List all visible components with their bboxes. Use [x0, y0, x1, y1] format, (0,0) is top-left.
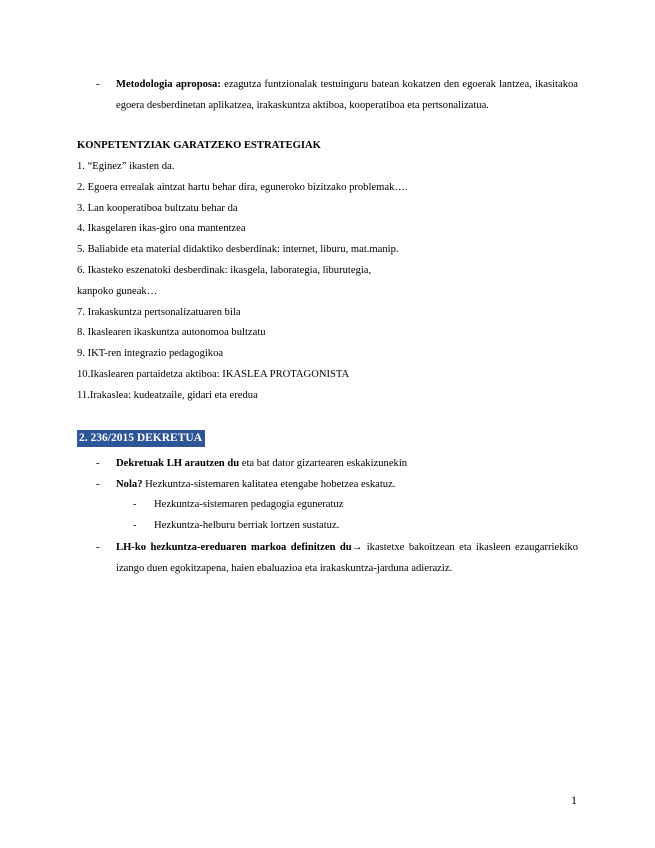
- strategy-item: 10.Ikaslearen partaidetza aktiboa: IKASLEA PROTAGONISTA: [77, 369, 350, 380]
- bullet-text: eta bat dator gizartearen eskakizunekin: [239, 458, 408, 469]
- strategy-item: 11.Irakaslea: kudeatzaile, gidari eta eredua: [77, 390, 258, 401]
- bullet-dash: -: [96, 479, 100, 490]
- sub-bullet: [133, 515, 573, 536]
- bullet-body: [116, 474, 578, 495]
- bullet-text: ezagutza funtzionalak testuinguru batean kokatzen den egoerak lantzea, ikasitakoa egoera desberdinetan aplikatzea, irakaskuntza aktiboa, kooperatiboa eta pertsonalizatua.: [116, 79, 578, 111]
- how-bullet: [96, 474, 578, 495]
- bullet-dash: -: [96, 542, 100, 553]
- bullet-body: [116, 453, 578, 474]
- strategy-item: 9. IKT-ren integrazio pedagogikoa: [77, 348, 224, 359]
- bullet-dash: -: [133, 499, 137, 510]
- bullet-dash: -: [96, 458, 100, 469]
- strategy-item: 2. Egoera errealak aintzat hartu behar dira, eguneroko bizitzako problemak….: [77, 182, 408, 193]
- bullet-text: → ikastetxe bakoitzean eta ikasleen ezaugarriekiko izango duen egokitzapena, haien ebaluazioa eta irakaskuntza-jarduna adieraziz.: [116, 542, 578, 574]
- decree-bullet: [96, 453, 578, 474]
- page-number: 1: [571, 793, 577, 807]
- framework-bullet: [96, 537, 578, 579]
- bullet-dash: -: [96, 79, 100, 90]
- bullet-label: Metodologia aproposa:: [116, 79, 221, 90]
- bullet-body: [116, 74, 578, 116]
- bullet-text: Hezkuntza-sistemaren kalitatea etengabe hobetzea eskatuz.: [142, 479, 396, 490]
- strategy-item: 7. Irakaskuntza pertsonalizatuaren bila: [77, 307, 241, 318]
- bullet-label: Nola?: [116, 479, 143, 490]
- strategy-item: 1. “Eginez” ikasten da.: [77, 161, 175, 172]
- strategy-item: 6. Ikasteko eszenatoki desberdinak: ikasgela, laborategia, liburutegia,: [77, 265, 372, 276]
- strategies-heading: KONPETENTZIAK GARATZEKO ESTRATEGIAK: [77, 140, 321, 151]
- strategy-item-continuation: kanpoko guneak…: [77, 286, 158, 297]
- strategy-item: 4. Ikasgelaren ikas-giro ona mantentzea: [77, 223, 246, 234]
- bullet-body: Hezkuntza-helburu berriak lortzen sustatuz.: [154, 520, 340, 531]
- bullet-body: [116, 537, 578, 579]
- methodology-bullet: [96, 74, 578, 116]
- strategy-item: 3. Lan kooperatiboa bultzatu behar da: [77, 203, 238, 214]
- bullet-dash: -: [133, 520, 137, 531]
- sub-bullet: [133, 494, 573, 515]
- strategy-item: 5. Baliabide eta material didaktiko desberdinak: internet, liburu, mat.manip.: [77, 244, 399, 255]
- section-2-heading: 2. 236/2015 DEKRETUA: [77, 430, 205, 447]
- bullet-label: Dekretuak LH arautzen du: [116, 458, 240, 469]
- bullet-label: LH-ko hezkuntza-ereduaren markoa definitzen du: [116, 542, 352, 553]
- strategy-item: 8. Ikaslearen ikaskuntza autonomoa bultzatu: [77, 327, 266, 338]
- bullet-body: Hezkuntza-sistemaren pedagogia eguneratuz: [154, 499, 344, 510]
